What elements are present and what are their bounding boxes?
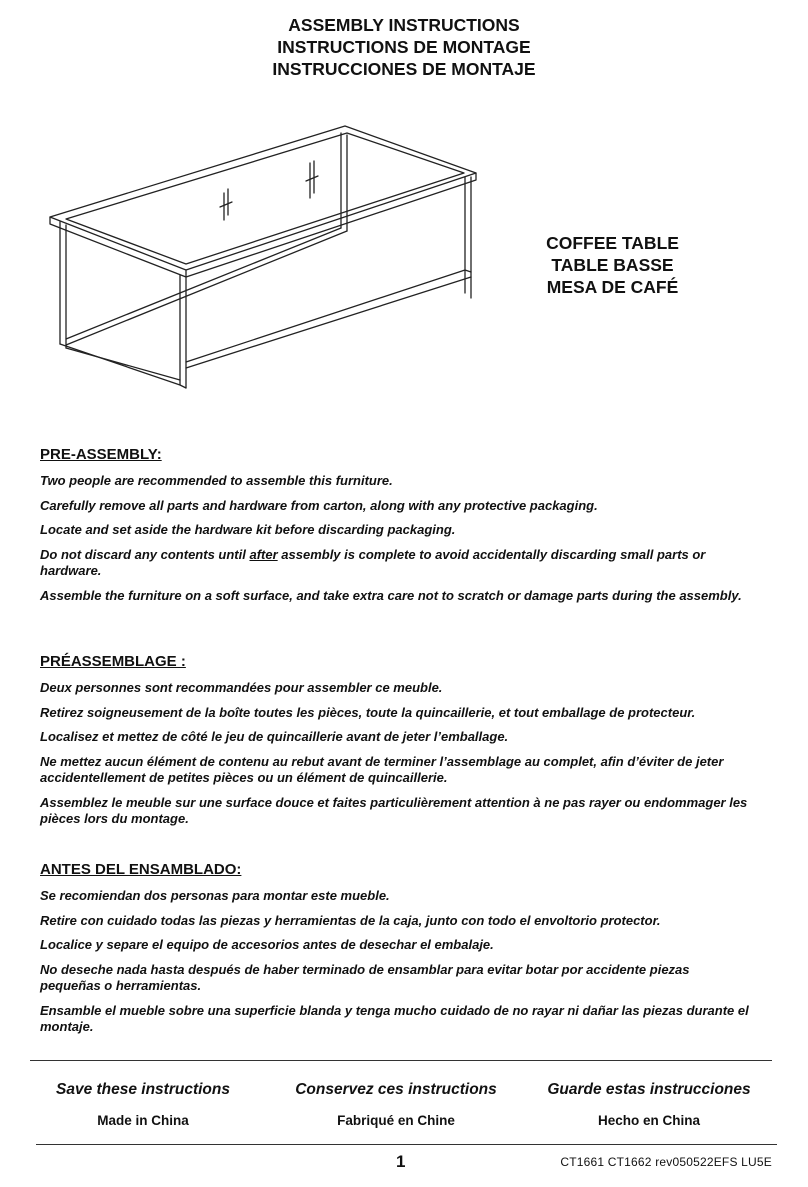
preassembly-english-section	[40, 446, 750, 612]
instruction-item: Do not discard any contents until after assembly is complete to avoid accidentally discarding small parts or hardware.	[40, 546, 706, 578]
instruction-item: Deux personnes sont recommandées pour assembler ce meuble.	[40, 680, 443, 695]
section-heading: ANTES DEL ENSAMBLADO:	[40, 861, 242, 878]
instruction-item: Localice y separe el equipo de accesorios antes de desechar el embalaje.	[40, 937, 494, 952]
instruction-item: Locate and set aside the hardware kit before discarding packaging.	[40, 522, 456, 537]
made-in-french: Fabriqué en Chine	[337, 1113, 455, 1128]
preassembly-spanish-section	[40, 861, 750, 1044]
instruction-item: Retirez soigneusement de la boîte toutes les pièces, toute la quincaillerie, et tout emballage de protecteur.	[40, 704, 696, 720]
product-name	[520, 232, 705, 298]
instruction-item: Assemblez le meuble sur une surface douce et faites particulièrement attention à ne pas rayer ou endommager les pièces lors du montage.	[40, 794, 748, 826]
instruction-item: No deseche nada hasta después de haber terminado de ensamblar para evitar botar por accidente piezas pequeñas o herramientas.	[40, 961, 690, 993]
product-name-spanish: MESA DE CAFÉ	[546, 277, 679, 297]
product-name-french: TABLE BASSE	[551, 255, 674, 275]
save-instructions-english: Save these instructions	[55, 1081, 230, 1098]
instruction-item: Two people are recommended to assemble this furniture.	[40, 473, 393, 488]
footer-divider-top	[30, 1060, 772, 1061]
section-heading: PRE-ASSEMBLY:	[40, 446, 162, 463]
document-title	[0, 14, 808, 80]
product-name-english: COFFEE TABLE	[546, 233, 679, 253]
coffee-table-line-drawing-icon	[44, 115, 484, 395]
instruction-item: Ne mettez aucun élément de contenu au rebut avant de terminer l’assemblage au complet, afin d’éviter de jeter accidentellement de petites pièces ou un élément de quincaillerie.	[40, 753, 724, 785]
instruction-item: Carefully remove all parts and hardware from carton, along with any protective packaging.	[40, 497, 598, 513]
title-english: ASSEMBLY INSTRUCTIONS	[288, 15, 520, 35]
title-spanish: INSTRUCCIONES DE MONTAJE	[272, 59, 536, 79]
instruction-item: Assemble the furniture on a soft surface, and take extra care not to scratch or damage parts during the assembly.	[40, 587, 742, 603]
made-in-english: Made in China	[97, 1113, 189, 1128]
made-in-spanish: Hecho en China	[597, 1113, 700, 1128]
instruction-item: Se recomiendan dos personas para montar este mueble.	[40, 888, 390, 903]
section-heading: PRÉASSEMBLAGE :	[40, 653, 186, 670]
instruction-item: Retire con cuidado todas las piezas y herramientas de la caja, junto con todo el envoltorio protector.	[40, 912, 661, 928]
instruction-item: Ensamble el mueble sobre una superficie blanda y tenga mucho cuidado de no rayar ni dañar las piezas durante el montaje.	[40, 1002, 749, 1034]
save-instructions-spanish: Guarde estas instrucciones	[547, 1081, 751, 1098]
title-french: INSTRUCTIONS DE MONTAGE	[277, 37, 531, 57]
preassembly-french-section	[40, 653, 750, 836]
document-code: CT1661 CT1662 rev050522EFS LU5E	[560, 1155, 772, 1169]
footer-english	[18, 1081, 268, 1128]
page-number: 1	[396, 1152, 406, 1171]
instruction-item: Localisez et mettez de côté le jeu de quincaillerie avant de jeter l’emballage.	[40, 729, 509, 744]
footer-french	[271, 1081, 521, 1128]
footer-divider-bottom	[36, 1144, 777, 1145]
save-instructions-french: Conservez ces instructions	[295, 1081, 497, 1098]
footer-spanish	[524, 1081, 774, 1128]
